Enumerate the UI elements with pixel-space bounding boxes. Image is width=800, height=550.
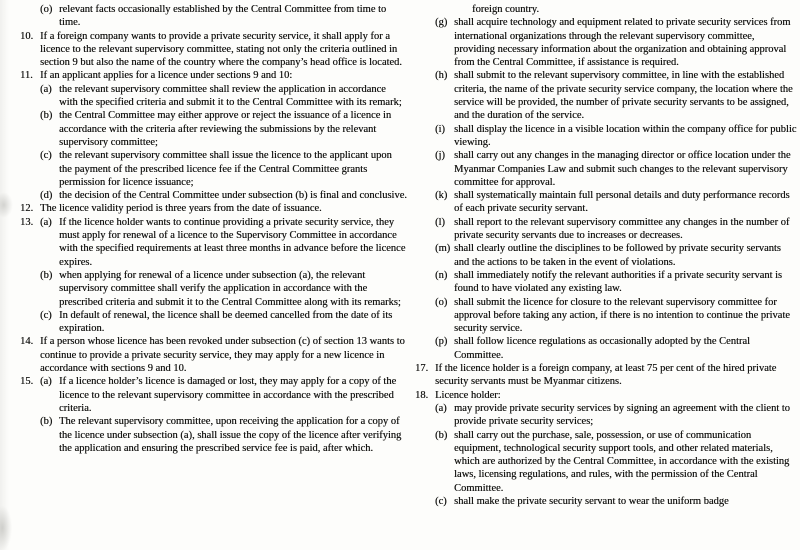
clause-letter: (b) <box>40 110 53 122</box>
right-column <box>415 3 797 508</box>
clause-text: The licence validity period is three years from the date of issuance. <box>40 203 322 215</box>
clause-text: shall systematically maintain full personal details and duty performance records of each private security servant. <box>454 190 790 215</box>
clause-item-16o <box>415 296 797 336</box>
clause-number <box>20 189 40 202</box>
clause-item-10 <box>20 30 407 70</box>
clause-text: shall follow licence regulations as occasionally adopted by the Central Committee. <box>454 336 750 361</box>
clause-number <box>415 269 435 296</box>
clause-letter: (o) <box>435 296 448 308</box>
clause-number: 13. <box>20 216 34 228</box>
scan-artifact <box>0 192 13 218</box>
clause-number <box>20 83 40 110</box>
clause-text: the Central Committee may either approve or reject the issuance of a licence in accordance with the criteria after reviewing the submissions by the relevant supervisory committee; <box>59 110 392 148</box>
scan-artifact <box>0 506 12 550</box>
clause-item-o <box>20 3 407 30</box>
clause-item-18b <box>415 429 797 495</box>
clause-number <box>415 189 435 216</box>
clause-number: 14. <box>20 336 34 348</box>
clause-item-14 <box>20 335 407 375</box>
clause-letter: (l) <box>435 216 445 228</box>
clause-number: 10. <box>20 30 34 42</box>
clause-number <box>415 242 435 269</box>
clause-letter: (a) <box>40 216 52 228</box>
clause-letter: (i) <box>435 123 445 135</box>
clause-letter: (a) <box>435 402 447 414</box>
clause-letter: (b) <box>435 429 448 441</box>
clause-number: 12. <box>20 203 34 215</box>
clause-text: shall display the licence in a visible location within the company office for public viewing. <box>454 123 797 148</box>
clause-number <box>20 415 40 455</box>
two-column-text <box>20 3 797 508</box>
clause-text: the relevant supervisory committee shall review the application in accordance with the specified criteria and submit it to the Central Committee with its remark; <box>59 83 402 109</box>
clause-item-12 <box>20 202 407 215</box>
clause-text: shall immediately notify the relevant authorities if a private security servant is found to have violated any existing law. <box>454 269 783 295</box>
clause-text: Licence holder: <box>435 389 501 401</box>
clause-number <box>20 3 40 30</box>
clause-number <box>415 216 435 243</box>
clause-item-16n <box>415 269 797 296</box>
clause-number <box>20 269 40 309</box>
clause-text: shall make the private security servant to wear the uniform badge <box>454 495 729 507</box>
clause-text: shall submit the licence for closure to the relevant supervisory committee for approval before taking any action, if there is no intention to continue the private security service. <box>454 296 790 335</box>
clause-text: shall acquire technology and equipment related to private security services from international organizations through the relevant supervisory committee, providing necessary information about the organization and obtaining approval from the Central Committee, if assistance is required. <box>454 17 791 69</box>
clause-number <box>415 402 435 429</box>
clause-number <box>415 296 435 336</box>
clause-letter: (a) <box>40 376 52 388</box>
clause-letter: (a) <box>40 83 52 95</box>
clause-number <box>415 429 435 495</box>
clause-letter: (b) <box>40 269 53 281</box>
clause-item-17 <box>415 362 797 389</box>
clause-item-16m <box>415 242 797 269</box>
clause-item-16p <box>415 335 797 362</box>
clause-number <box>415 69 435 122</box>
clause-item-16j <box>415 149 797 189</box>
clause-text: If a person whose licence has been revoked under subsection (c) of section 13 wants to continue to provide a private security service, they may apply for a new licence in accordance with sections 9 and 10. <box>40 336 405 375</box>
clause-text: shall report to the relevant supervisory committee any changes in the number of private security servants due to increases or decreases. <box>454 216 790 242</box>
clause-letter: (n) <box>435 269 448 281</box>
clause-item-11d <box>20 189 407 202</box>
left-column <box>20 3 407 508</box>
clause-item-16k <box>415 189 797 216</box>
clause-number <box>20 309 40 336</box>
clause-number <box>415 123 435 150</box>
clause-text: If the licence holder wants to continue providing a private security service, they must apply for renewal of a licence to the Supervisory Committee in accordance with the specified requirements at least three months in advance before the licence expires. <box>59 216 406 268</box>
clause-item-11a <box>20 83 407 110</box>
clause-text: the decision of the Central Committee under subsection (b) is final and conclusive. <box>59 190 407 202</box>
clause-letter: (g) <box>435 17 448 29</box>
clause-letter: (c) <box>435 495 447 507</box>
clause-number: 18. <box>415 389 429 401</box>
clause-number <box>20 109 40 149</box>
clause-number <box>415 16 435 69</box>
clause-continuation <box>415 3 797 16</box>
clause-number <box>415 495 435 508</box>
clause-item-18a <box>415 402 797 429</box>
clause-letter: (d) <box>40 190 53 202</box>
clause-text: If a foreign company wants to provide a private security service, it shall apply for a licence to the relevant supervisory committee, stating not only the criteria outlined in section 9 but also the name of the country where the company’s head office is located. <box>40 30 402 69</box>
clause-text: relevant facts occasionally established by the Central Committee from time to time. <box>59 4 387 29</box>
clause-letter: (k) <box>435 190 448 202</box>
clause-text: the relevant supervisory committee shall issue the licence to the applicant upon the payment of the prescribed licence fee if the Central Committee grants permission for licence issuance; <box>59 150 392 188</box>
clause-number: 15. <box>20 376 34 388</box>
clause-item-11c <box>20 149 407 189</box>
clause-letter: (c) <box>40 150 52 162</box>
clause-text: foreign country. <box>472 4 539 15</box>
clause-text: shall carry out the purchase, sale, possession, or use of communication equipment, technological security support tools, and other related materials, which are authorized by the Central Committee, in accordance with the existing laws, licensing regulations, and rules, with the permission of the Central Committee. <box>454 429 790 494</box>
clause-number: 17. <box>415 363 429 375</box>
clause-item-13a <box>20 216 407 269</box>
clause-number <box>20 149 40 189</box>
clause-text: If a licence holder’s licence is damaged or lost, they may apply for a copy of the licence to the relevant supervisory committee in accordance with the prescribed criteria. <box>59 376 397 414</box>
clause-text: may provide private security services by signing an agreement with the client to provide private security services; <box>454 402 790 428</box>
clause-letter: (p) <box>435 336 448 348</box>
clause-number <box>415 149 435 189</box>
clause-item-16i <box>415 123 797 150</box>
clause-item-16h <box>415 69 797 122</box>
clause-text: In default of renewal, the licence shall be deemed cancelled from the date of its expiration. <box>59 309 393 335</box>
clause-letter: (m) <box>435 243 451 255</box>
clause-text: when applying for renewal of a licence under subsection (a), the relevant supervisory committee shall verify the application in accordance with the prescribed criteria and submit it to the Central Committee along with its remarks; <box>59 269 401 308</box>
clause-text: If an applicant applies for a licence under sections 9 and 10: <box>40 70 293 82</box>
clause-text: The relevant supervisory committee, upon receiving the application for a copy of the licence under subsection (a), shall issue the copy of the licence after verifying the application and ensuring the prescribed service fee is paid, after which. <box>59 416 402 454</box>
clause-letter: (o) <box>40 4 53 15</box>
clause-item-13b <box>20 269 407 309</box>
clause-item-16l <box>415 216 797 243</box>
clause-letter: (c) <box>40 309 52 321</box>
clause-letter: (j) <box>435 150 445 162</box>
clause-item-15a <box>20 375 407 415</box>
scan-edge-shadow <box>0 0 9 550</box>
clause-item-16g <box>415 16 797 69</box>
clause-number: 11. <box>20 70 33 82</box>
clause-item-13c <box>20 309 407 336</box>
clause-item-11b <box>20 109 407 149</box>
clause-item-15b <box>20 415 407 455</box>
clause-letter: (b) <box>40 416 53 428</box>
clause-text: shall carry out any changes in the managing director or office location under the Myanmar Companies Law and submit such changes to the relevant supervisory committee for approval. <box>454 150 791 188</box>
clause-item-11 <box>20 69 407 82</box>
clause-text: If the licence holder is a foreign company, at least 75 per cent of the hired private security servants must be Myanmar citizens. <box>435 363 777 388</box>
clause-text: shall clearly outline the disciplines to be followed by private security servants and the actions to be taken in the event of violations. <box>454 243 781 268</box>
clause-letter: (h) <box>435 70 448 82</box>
clause-number <box>415 335 435 362</box>
clause-item-18 <box>415 389 797 402</box>
clause-item-18c-clipped <box>415 495 797 508</box>
clause-text: shall submit to the relevant supervisory committee, in line with the established criteria, the name of the private security service company, the location where the service will be provided, the number of private security servants to be assigned, and the duration of the service. <box>454 70 793 122</box>
